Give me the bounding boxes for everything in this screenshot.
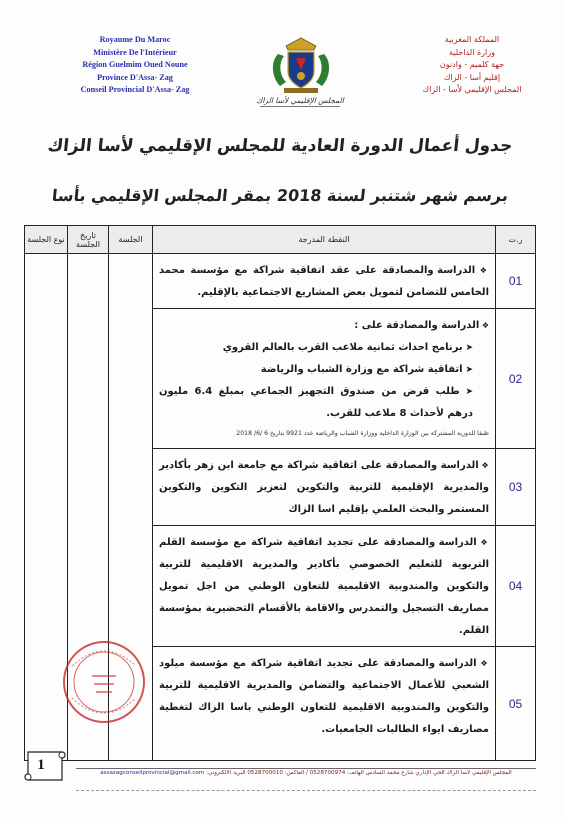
- footer-dashed-line: [76, 790, 536, 792]
- header-fr-line: Royaume Du Maroc: [99, 35, 171, 44]
- row-number: 01: [496, 254, 536, 309]
- sub-item: ➤ طلب قرض من صندوق التجهيز الجماعي بمبلغ 6.4 مليون درهم لأحداث 8 ملاعب للقرب.: [159, 381, 489, 425]
- header-session: الجلسة: [109, 226, 153, 254]
- footnote: طبقا للدورية المشتركة بين الوزارة الداخلية ووزارة الشباب والرياضة عدد 9921 بتاريخ 6 /6/ 2018: [236, 430, 489, 437]
- table-header-row: [25, 226, 536, 254]
- header-ar-line: جهة كلميم - وادنون: [439, 60, 505, 70]
- page-number: 1: [37, 757, 45, 773]
- header-ar-line: إقليم أسا - الزاك: [443, 72, 501, 82]
- coat-of-arms-icon: [266, 36, 336, 96]
- header-french-block: [60, 34, 210, 97]
- header-num: ر.ت: [496, 226, 536, 254]
- agenda-point-text: ❖ الدراسة والمصادقة على : ➤ برنامج احداث ثمانية ملاعب القرب بالعالم القروي ➤ اتفاقية شراكة مع وزارة الشباب والرياضة ➤ طلب قرض من صندوق التجهيز الجماعي بمبلغ 6.4 مليون درهم لأحداث 8 ملاعب للقرب. طبقا للدورية المشتركة بين الوزارة الداخلية ووزارة الشباب والرياضة عدد 9921 بتاريخ 6 /6/ 2018: [153, 309, 496, 449]
- emblem-caption: المجلس الإقليمي لأسا الزاك: [250, 96, 350, 107]
- header-ar-line: وزارة الداخلية: [449, 47, 495, 57]
- header-ar-line: المملكة المغربية: [444, 35, 500, 44]
- table-row: [25, 254, 536, 309]
- agenda-point-text: ❖ الدراسة والمصادقة على تجديد اتفاقية شراكة مع مؤسسة القلم التربوية للتعليم الخصوصي بأكادير والمديرية الاقليمية للتربية والتكوين والمندوبية الاقليمية للتعاون الوطني من اجل تمويل مصاريف التسجيل والتمدرس والاقامة بالأقسام التحضيرية بمؤسسة القلم.: [153, 526, 496, 647]
- header-point: النقطة المدرجة: [153, 226, 496, 254]
- agenda-point-text: ❖ الدراسة والمصادقة على تجديد اتفاقية شراكة مع مؤسسة ميلود الشعبي للأعمال الاجتماعية والتضامن والمديرية الاقليمية للتربية والتكوين والمندوبية الاقليمية للتعاون الوطني باسا الزاك لتغطية مصاريف ايواء الطالبات الجامعيات.: [153, 647, 496, 761]
- footer-contact: [76, 770, 536, 776]
- header-fr-line: Province D'Assa- Zag: [97, 72, 173, 82]
- sub-item: ➤ اتفاقية شراكة مع وزارة الشباب والرياضة: [159, 359, 489, 381]
- footer-divider: [76, 768, 536, 769]
- row-number: 05: [496, 647, 536, 761]
- header-date: تاريخ الجلسة: [68, 226, 109, 254]
- footer-email: assazagconseilprovincial@gmail.com: [100, 770, 205, 776]
- document-title: جدول أعمال الدورة العادية للمجلس الإقليمي لأسا الزاك: [46, 136, 514, 156]
- header-fr-line: Région Guelmim Oued Noune: [82, 60, 188, 70]
- sub-item: ➤ برنامج احداث ثمانية ملاعب القرب بالعالم القروي: [159, 337, 489, 359]
- header-type: نوع الجلسة: [25, 226, 68, 254]
- row-number: 03: [496, 449, 536, 526]
- header-fr-line: Conseil Provincial D'Assa- Zag: [80, 85, 190, 95]
- header-fr-line: Ministère De l'Intérieur: [93, 47, 177, 57]
- row-number: 02: [496, 309, 536, 449]
- footer-address: المجلس الإقليمي لأسا الزاك الحي الإداري شارع محمد السادس الهاتف: 0528700974 / الفاكس: 0528700010 البريد الالكتروني:: [206, 770, 512, 776]
- official-stamp-icon: [58, 636, 150, 728]
- header-ar-line: المجلس الإقليمي لأسا - الزاك: [422, 85, 522, 95]
- row-number: 04: [496, 526, 536, 647]
- agenda-point-text: ❖ الدراسة والمصادقة على عقد اتفاقية شراكة مع مؤسسة محمد الخامس للتضامن لتمويل بعض المشاريع الاجتماعية بالإقليم.: [153, 254, 496, 309]
- agenda-point-text: ❖ الدراسة والمصادقة على اتفاقية شراكة مع جامعة ابن زهر بأكادير والمديرية الإقليمية للتربية والتكوين لتعزيز التكوين والتكوين المستمر والبحث العلمي بإقليم اسا الزاك: [153, 449, 496, 526]
- document-subtitle: برسم شهر شتنبر لسنة 2018 بمقر المجلس الإقليمي بأسا: [50, 186, 510, 205]
- header-arabic-block: [417, 34, 527, 97]
